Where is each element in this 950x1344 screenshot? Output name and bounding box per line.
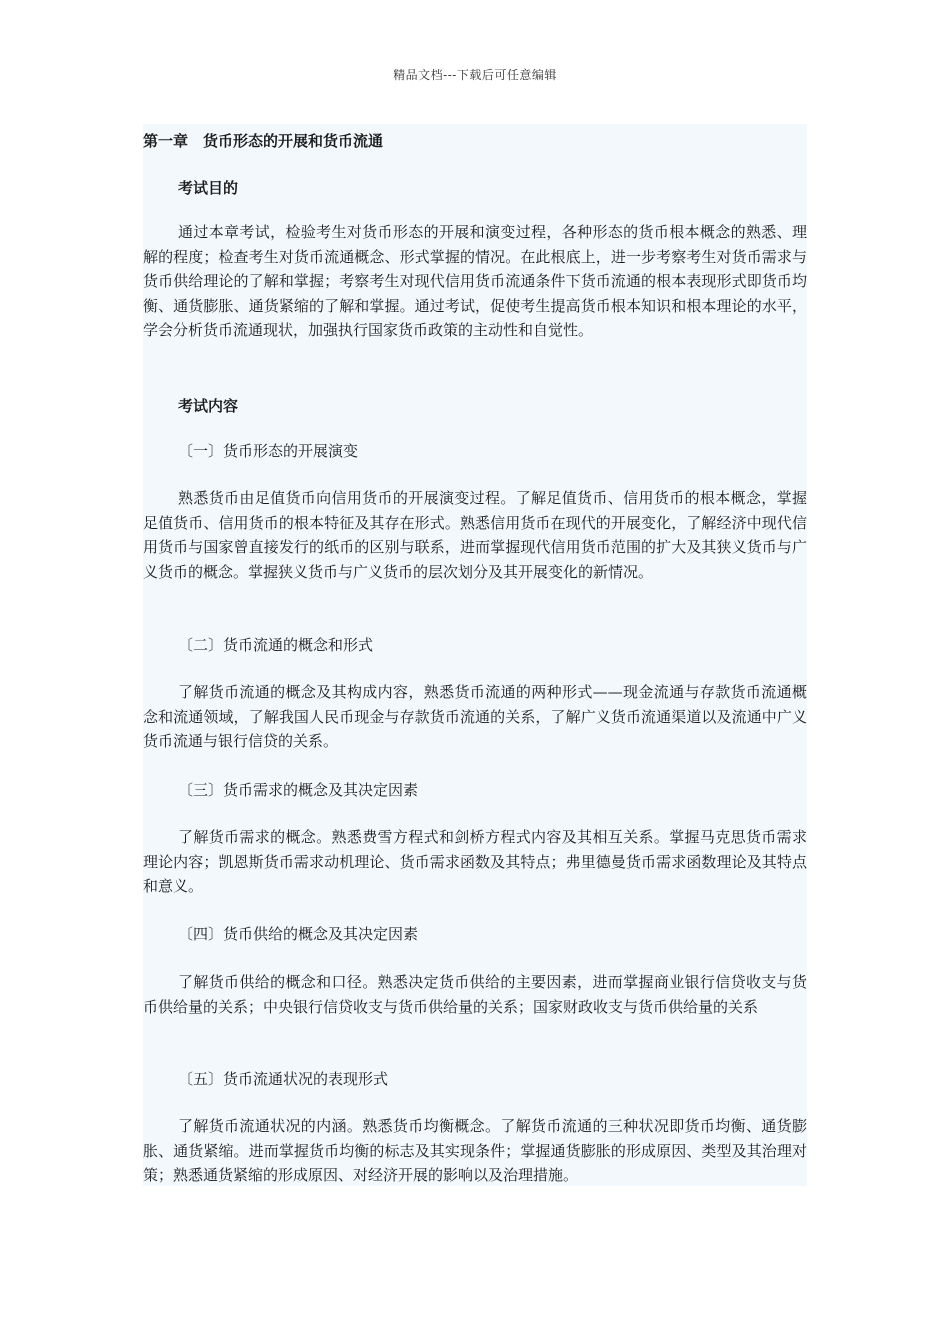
- document-body: [143, 124, 807, 1186]
- subsection-paragraph-3: 了解货币需求的概念。熟悉费雪方程式和剑桥方程式内容及其相互关系。掌握马克思货币需求理论内容；凯恩斯货币需求动机理论、货币需求函数及其特点；弗里德曼货币需求函数理论及其特点和意义。: [143, 828, 807, 895]
- subsection-title-5: 〔五〕货币流通状况的表现形式: [178, 1070, 389, 1088]
- page-header: 精品文档---下载后可任意编辑: [393, 68, 557, 82]
- subsection-paragraph-4: 了解货币供给的概念和口径。熟悉决定货币供给的主要因素，进而掌握商业银行信贷收支与货币供给量的关系；中央银行信贷收支与货币供给量的关系；国家财政收支与货币供给量的关系: [143, 973, 807, 1016]
- purpose-paragraph: 通过本章考试，检验考生对货币形态的开展和演变过程，各种形态的货币根本概念的熟悉、理解的程度；检查考生对货币流通概念、形式掌握的情况。在此根底上，进一步考察考生对货币需求与货币供给理论的了解和掌握；考察考生对现代信用货币流通条件下货币流通的根本表现形式即货币均衡、通货膨胀、通货紧缩的了解和掌握。通过考试，促使考生提高货币根本知识和根本理论的水平，学会分析货币流通现状，加强执行国家货币政策的主动性和自觉性。: [143, 223, 807, 339]
- subsection-title-4: 〔四〕货币供给的概念及其决定因素: [178, 925, 419, 943]
- subsection-paragraph-2: 了解货币流通的概念及其构成内容，熟悉货币流通的两种形式——现金流通与存款货币流通概念和流通领域，了解我国人民币现金与存款货币流通的关系，了解广义货币流通渠道以及流通中广义货币流通与银行信贷的关系。: [143, 683, 807, 750]
- subsection-paragraph-1: 熟悉货币由足值货币向信用货币的开展演变过程。了解足值货币、信用货币的根本概念，掌握足值货币、信用货币的根本特征及其存在形式。熟悉信用货币在现代的开展变化，了解经济中现代信用货币与国家曾直接发行的纸币的区别与联系，进而掌握现代信用货币范围的扩大及其狭义货币与广义货币的概念。掌握狭义货币与广义货币的层次划分及其开展变化的新情况。: [143, 489, 807, 581]
- section-heading-purpose: 考试目的: [178, 179, 239, 197]
- chapter-title: 第一章 货币形态的开展和货币流通: [143, 132, 384, 150]
- section-heading-content: 考试内容: [178, 397, 239, 415]
- subsection-title-3: 〔三〕货币需求的概念及其决定因素: [178, 781, 419, 799]
- subsection-paragraph-5: 了解货币流通状况的内涵。熟悉货币均衡概念。了解货币流通的三种状况即货币均衡、通货膨胀、通货紧缩。进而掌握货币均衡的标志及其实现条件；掌握通货膨胀的形成原因、类型及其治理对策；熟悉通货紧缩的形成原因、对经济开展的影响以及治理措施。: [143, 1117, 807, 1184]
- subsection-title-2: 〔二〕货币流通的概念和形式: [178, 636, 374, 654]
- subsection-title-1: 〔一〕货币形态的开展演变: [178, 442, 359, 460]
